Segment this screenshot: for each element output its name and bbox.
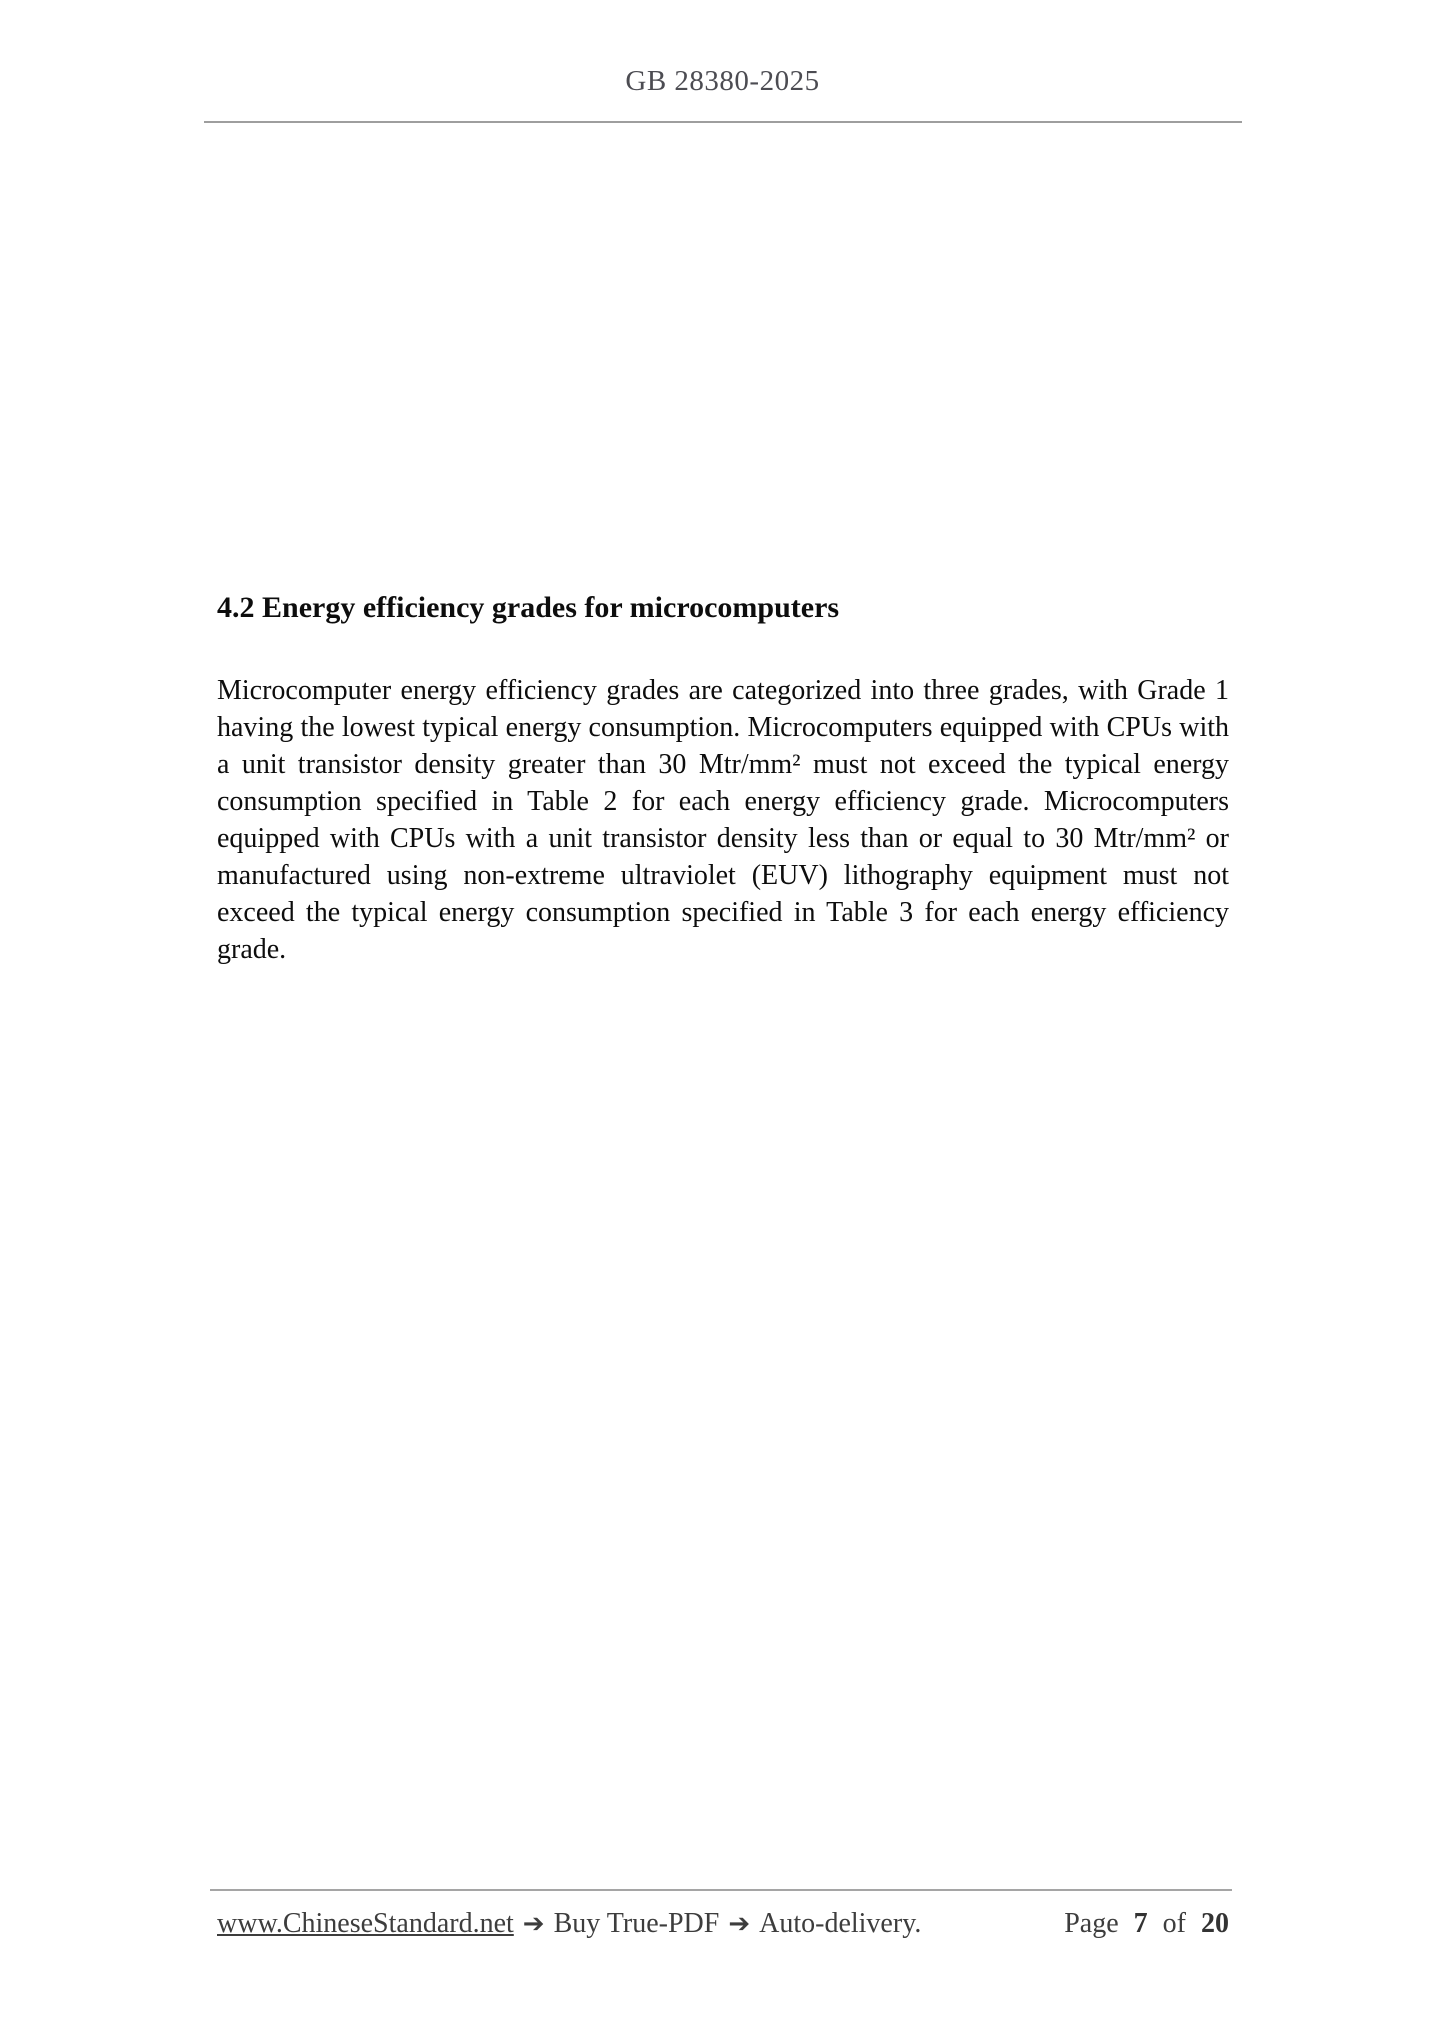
page-footer bbox=[217, 1906, 1229, 1942]
page-indicator bbox=[1064, 1906, 1229, 1942]
footer-divider bbox=[210, 1889, 1232, 1891]
page-of-label: of bbox=[1162, 1908, 1186, 1939]
body-paragraph: Microcomputer energy efficiency grades are categorized into three grades, with Grade 1 having the lowest typical energy consumption. Microcomputers equipped with CPUs with a unit transistor density greater than 30 Mtr/mm² must not exceed the typical energy consumption specified in Table 2 for each energy efficiency grade. Microcomputers equipped with CPUs with a unit transistor density less than or equal to 30 Mtr/mm² or manufactured using non-extreme ultraviolet (EUV) lithography equipment must not exceed the typical energy consumption specified in Table 3 for each energy efficiency grade. bbox=[217, 675, 1229, 965]
page-label: Page bbox=[1064, 1908, 1119, 1939]
footer-promo bbox=[217, 1906, 921, 1942]
document-number: GB 28380-2025 bbox=[625, 65, 820, 97]
footer-action-delivery: Auto-delivery. bbox=[759, 1908, 922, 1939]
page-current: 7 bbox=[1133, 1908, 1148, 1939]
footer-action-buy: Buy True-PDF bbox=[553, 1908, 720, 1939]
header-divider bbox=[204, 121, 1242, 123]
footer-site-link[interactable]: www.ChineseStandard.net bbox=[217, 1908, 514, 1939]
page-total: 20 bbox=[1201, 1908, 1229, 1939]
right-arrow-icon: ➔ bbox=[522, 1909, 545, 1939]
right-arrow-icon: ➔ bbox=[728, 1909, 751, 1939]
section-heading: 4.2 Energy efficiency grades for microcomputers bbox=[217, 591, 840, 624]
